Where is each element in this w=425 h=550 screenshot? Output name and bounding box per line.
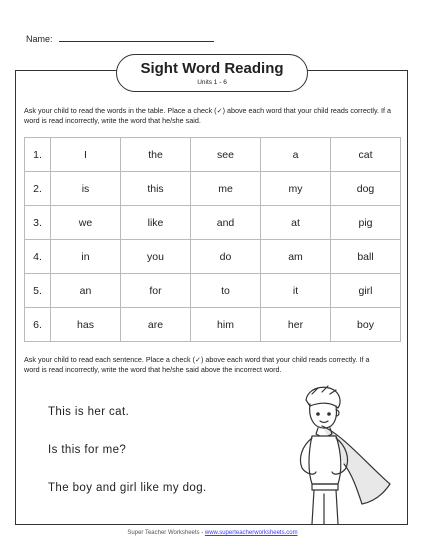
word-cell[interactable]: you (121, 240, 191, 274)
word-cell[interactable]: an (51, 274, 121, 308)
word-cell[interactable]: the (121, 138, 191, 172)
table-instructions: Ask your child to read the words in the table. Place a check (✓) above each word that your child reads correctly. If a word is read incorrectly, write the word that he/she said. (24, 106, 392, 125)
page-subtitle: Units 1 - 6 (197, 79, 227, 86)
row-number: 3. (25, 206, 51, 240)
word-cell[interactable]: boy (331, 308, 401, 342)
table-row (25, 308, 401, 342)
word-cell[interactable]: a (261, 138, 331, 172)
row-number: 4. (25, 240, 51, 274)
word-cell[interactable]: her (261, 308, 331, 342)
row-number: 2. (25, 172, 51, 206)
sentence-instructions: Ask your child to read each sentence. Place a check (✓) above each word that your child reads correctly. If a word is read incorrectly, write the word that he/she said above the incorrect word. (24, 355, 370, 374)
word-cell[interactable]: ball (331, 240, 401, 274)
word-cell[interactable]: pig (331, 206, 401, 240)
word-cell[interactable]: dog (331, 172, 401, 206)
sentence-3: The boy and girl like my dog. (48, 482, 207, 494)
word-cell[interactable]: we (51, 206, 121, 240)
word-cell[interactable]: it (261, 274, 331, 308)
word-cell[interactable]: me (191, 172, 261, 206)
name-label: Name: (26, 34, 53, 44)
word-cell[interactable]: are (121, 308, 191, 342)
name-line[interactable] (59, 33, 214, 42)
boy-superhero-icon (272, 384, 392, 524)
word-cell[interactable]: for (121, 274, 191, 308)
table-row (25, 206, 401, 240)
page-title: Sight Word Reading (140, 60, 284, 77)
word-cell[interactable]: am (261, 240, 331, 274)
table-row (25, 274, 401, 308)
word-cell[interactable]: see (191, 138, 261, 172)
word-cell[interactable]: my (261, 172, 331, 206)
table-row (25, 172, 401, 206)
word-cell[interactable]: do (191, 240, 261, 274)
table-row (25, 138, 401, 172)
word-cell[interactable]: I (51, 138, 121, 172)
footer (0, 530, 425, 536)
word-cell[interactable]: is (51, 172, 121, 206)
word-table (24, 137, 401, 342)
footer-link[interactable]: www.superteacherworksheets.com (204, 530, 298, 536)
word-cell[interactable]: in (51, 240, 121, 274)
word-cell[interactable]: like (121, 206, 191, 240)
table-row (25, 240, 401, 274)
word-cell[interactable]: girl (331, 274, 401, 308)
word-cell[interactable]: to (191, 274, 261, 308)
row-number: 6. (25, 308, 51, 342)
word-cell[interactable]: him (191, 308, 261, 342)
row-number: 5. (25, 274, 51, 308)
row-number: 1. (25, 138, 51, 172)
word-cell[interactable]: has (51, 308, 121, 342)
sentence-2: Is this for me? (48, 444, 127, 456)
word-cell[interactable]: and (191, 206, 261, 240)
word-cell[interactable]: this (121, 172, 191, 206)
word-cell[interactable]: at (261, 206, 331, 240)
name-field (26, 33, 214, 44)
title-badge (116, 54, 308, 92)
sentence-1: This is her cat. (48, 406, 130, 418)
footer-text: Super Teacher Worksheets - (127, 530, 205, 536)
word-cell[interactable]: cat (331, 138, 401, 172)
